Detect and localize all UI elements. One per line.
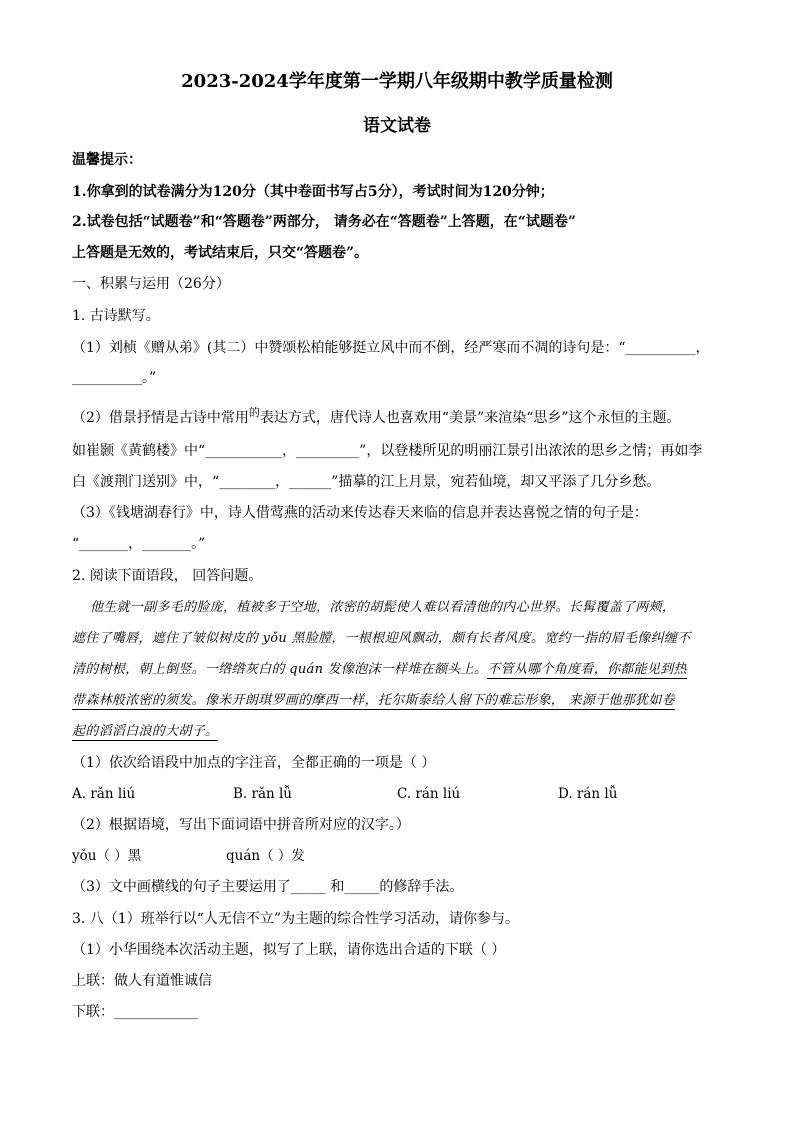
question-1-part-2a [72, 408, 734, 429]
question-1-part-2c: 白《渡荆门送别》中，“________，______”描摹的江上月景，宛若仙境，却又平添了几分乡愁。 [72, 474, 661, 490]
fill-in-you: yǒu（ ）黑 [72, 848, 142, 864]
fill-in-quan: quán（ ）发 [226, 848, 305, 864]
lower-couplet: 下联：____________ [72, 1004, 198, 1020]
text-segment: （2）借景抒情是古诗中常用 [72, 410, 249, 426]
text-segment: 表达方式，唐代诗人也喜欢用“美景”来渲染“思乡”这个永恒的主题。 [259, 410, 681, 426]
notice-item-2b: 上答题是无效的，考试结束后，只交“答题卷”。 [72, 245, 369, 261]
question-3-stem: 3. 八（1）班举行以“人无信不立”为主题的综合性学习活动，请你参与。 [72, 911, 520, 927]
question-2-sub-2: （2）根据语境，写出下面词语中拼音所对应的汉字。） [72, 817, 410, 833]
underlined-sentence: 不管从哪个角度看，你都能见到热 [487, 662, 687, 677]
passage-line-2: 遮住了嘴唇，遮住了皱似树皮的 yǒu 黑脸膛，一根根迎风飘动，颇有长者风度。宽约一指的眉毛像纠缠不 [72, 631, 691, 646]
question-2-sub-3: （3）文中画横线的句子主要运用了_____ 和_____的修辞手法。 [72, 879, 464, 895]
option-b: B. rǎn lǚ [233, 786, 293, 802]
question-1-part-3a: （3）《钱塘湖春行》中，诗人借莺燕的活动来传达春天来临的信息并表达喜悦之情的句子是： [72, 505, 648, 521]
passage-line-5 [72, 722, 734, 742]
question-3-sub-1: （1）小华围绕本次活动主题，拟写了上联，请你选出合适的下联（ ） [72, 942, 506, 958]
passage-text: 清的树根，朝上倒竖。一绺绺灰白的 quán 发像泡沫一样堆在额头上。 [72, 662, 488, 677]
question-1-part-1a: （1）刘桢《赠从弟》(其二）中赞颂松柏能够挺立风中而不倒，经严寒而不凋的诗句是：“__________， [72, 340, 710, 356]
underlined-sentence: 起的滔滔白浪的大胡子。 [72, 724, 219, 739]
passage-line-4 [72, 691, 734, 711]
option-a: A. rǎn liú [72, 786, 136, 802]
option-c: C. rán liú [397, 786, 461, 802]
question-1-part-3b: “_______，_______。” [72, 536, 206, 552]
question-2-stem: 2. 阅读下面语段， 回答问题。 [72, 568, 263, 584]
question-2-sub-1: （1）依次给语段中加点的字注音，全都正确的一项是（ ） [72, 755, 436, 771]
question-1-part-1b: __________。” [72, 370, 157, 386]
passage-line-1: 他生就一副多毛的脸庞，植被多于空地，浓密的胡髭使人难以看清他的内心世界。长髯覆盖了两颊， [90, 600, 676, 615]
question-1-stem: 1. 古诗默写。 [72, 308, 160, 324]
upper-couplet: 上联：做人有道惟诚信 [72, 973, 212, 989]
underlined-sentence: 带森林般浓密的须发。像米开朗琪罗画的摩西一样，托尔斯泰给人留下的难忘形象， 来源于他那犹如卷 [72, 693, 675, 708]
exam-subtitle: 语文试卷 [363, 116, 431, 136]
option-d: D. rán lǚ [558, 786, 618, 802]
notice-item-2a: 2.试卷包括“试题卷”和“答题卷”两部分， 请务必在“答题卷”上答题，在“试题卷” [72, 214, 576, 230]
notice-item-1: 1.你拿到的试卷满分为120分（其中卷面书写占5分），考试时间为120分钟； [72, 184, 554, 200]
exam-title: 2023-2024学年度第一学期八年级期中教学质量检测 [181, 71, 613, 92]
notice-heading: 温馨提示： [72, 152, 142, 168]
question-1-part-2b: 如崔颢《黄鹤楼》中“___________，_________”，以登楼所见的明丽江景引出浓浓的思乡之情；再如李 [72, 443, 703, 459]
section-heading: 一、积累与运用（26分） [72, 276, 230, 292]
passage-line-3 [72, 660, 734, 680]
superscript-char: 的 [248, 406, 260, 419]
